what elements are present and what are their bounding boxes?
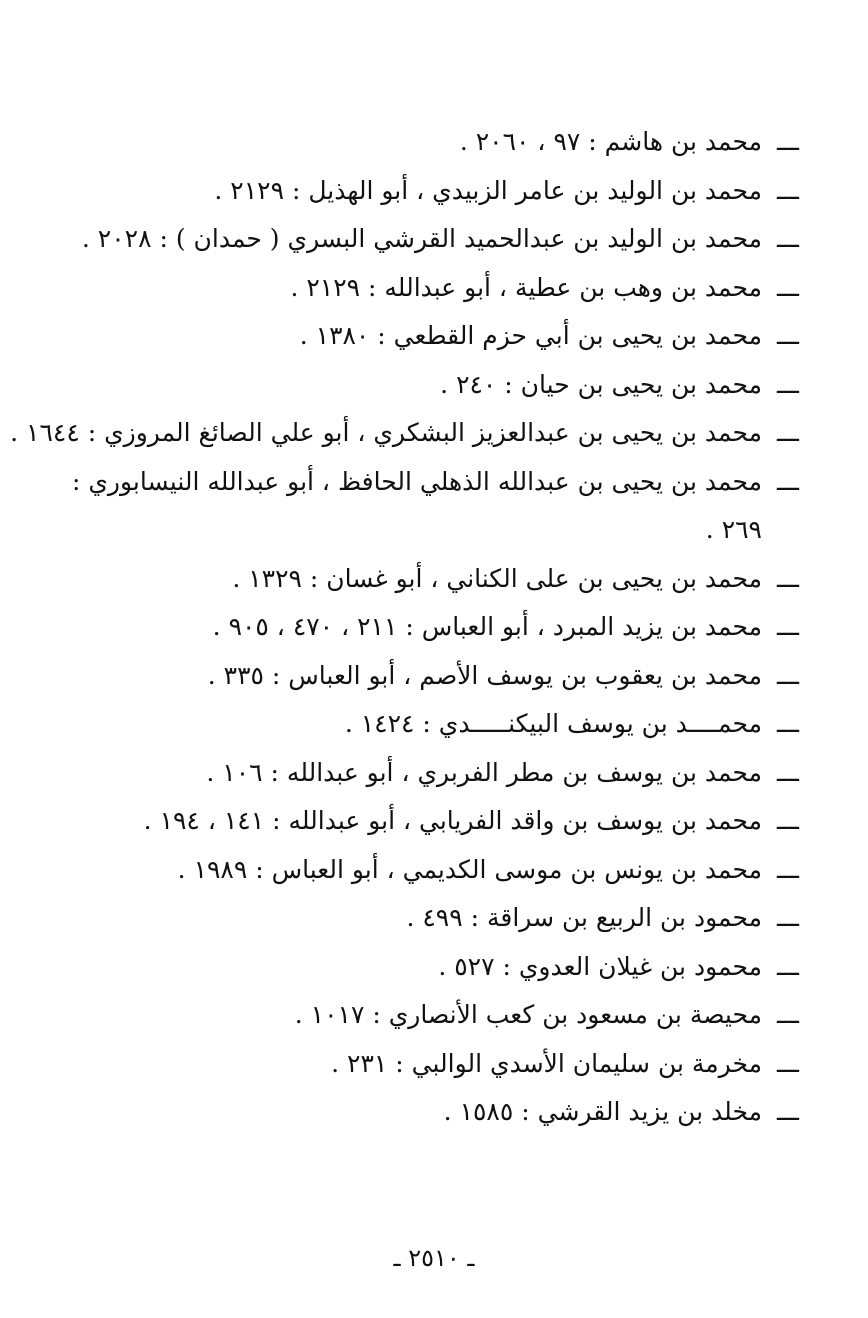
entry-text: محمد بن الوليد بن عامر الزبيدي ، أبو الهذيل : ٢١٢٩ . xyxy=(214,175,762,205)
index-entry xyxy=(42,797,802,846)
index-entry xyxy=(42,312,802,361)
entry-text: محمد بن يوسف بن مطر الفربري ، أبو عبدالله : ١٠٦ . xyxy=(206,757,762,787)
index-entry xyxy=(42,652,802,701)
index-entry xyxy=(42,700,802,749)
entry-dash: ـــ xyxy=(777,951,799,981)
entry-dash: ـــ xyxy=(777,418,799,447)
index-entry xyxy=(42,167,802,216)
index-entry xyxy=(42,361,802,410)
entry-text: محمد بن يحيى بن على الكناني ، أبو غسان : ١٣٢٩ . xyxy=(232,563,762,593)
index-entry-list xyxy=(10,118,802,1137)
index-entry xyxy=(42,943,802,992)
index-entry xyxy=(42,555,802,604)
index-entry xyxy=(42,1088,802,1137)
entry-dash: ـــ xyxy=(777,224,799,253)
entry-dash: ـــ xyxy=(777,709,799,738)
entry-dash: ـــ xyxy=(777,1048,799,1078)
entry-text: محمد بن يحيى بن عبدالله الذهلي الحافظ ، أبو عبدالله النيسابوري : ٢٦٩ . xyxy=(71,466,762,544)
entry-text: محيصة بن مسعود بن كعب الأنصاري : ١٠١٧ . xyxy=(294,1000,762,1029)
entry-text: محمد بن هاشم : ٩٧ ، ٢٠٦٠ . xyxy=(459,127,762,156)
entry-dash: ـــ xyxy=(777,660,799,690)
entry-dash: ـــ xyxy=(777,757,799,787)
entry-dash: ـــ xyxy=(777,903,799,932)
entry-dash: ـــ xyxy=(777,175,799,205)
entry-text: محمد بن يوسف بن واقد الفريابي ، أبو عبدالله : ١٤١ ، ١٩٤ . xyxy=(143,806,762,835)
entry-text: محمد بن يحيى بن حيان : ٢٤٠ . xyxy=(440,369,762,399)
entry-dash: ـــ xyxy=(777,321,799,350)
entry-text: محمد بن وهب بن عطية ، أبو عبدالله : ٢١٢٩ . xyxy=(290,272,762,302)
index-entry xyxy=(42,749,802,798)
index-entry xyxy=(10,409,802,458)
entry-text: محمد بن يونس بن موسى الكديمي ، أبو العباس : ١٩٨٩ . xyxy=(177,854,762,884)
index-entry xyxy=(42,215,802,264)
entry-dash: ـــ xyxy=(777,612,799,641)
entry-dash: ـــ xyxy=(777,563,799,593)
entry-text: محمود بن الربيع بن سراقة : ٤٩٩ . xyxy=(406,903,762,932)
index-entry xyxy=(42,603,802,652)
index-entry xyxy=(42,1040,802,1089)
entry-text: محمد بن الوليد بن عبدالحميد القرشي البسري ( حمدان ) : ٢٠٢٨ . xyxy=(81,224,762,253)
page-number: ـ ٢٥١٠ ـ xyxy=(393,1244,475,1272)
entry-text: محمد بن يحيى بن عبدالعزيز البشكري ، أبو علي الصائغ المروزي : ١٦٤٤ . xyxy=(10,418,762,447)
entry-dash: ـــ xyxy=(777,466,799,496)
entry-text: محمد بن يحيى بن أبي حزم القطعي : ١٣٨٠ . xyxy=(299,321,762,350)
entry-text: محمــــد بن يوسف البيكنـــــدي : ١٤٢٤ . xyxy=(344,709,762,738)
entry-dash: ـــ xyxy=(777,806,799,835)
entry-text: مخلد بن يزيد القرشي : ١٥٨٥ . xyxy=(443,1097,762,1126)
entry-text: محمد بن يزيد المبرد ، أبو العباس : ٢١١ ، ٤٧٠ ، ٩٠٥ . xyxy=(212,612,762,641)
index-entry xyxy=(42,894,802,943)
entry-dash: ـــ xyxy=(777,127,799,156)
index-entry xyxy=(42,991,802,1040)
entry-text: محمود بن غيلان العدوي : ٥٢٧ . xyxy=(438,951,762,981)
entry-dash: ـــ xyxy=(777,1000,799,1029)
index-entry xyxy=(42,264,802,313)
index-entry xyxy=(42,458,802,555)
entry-dash: ـــ xyxy=(777,854,799,884)
entry-dash: ـــ xyxy=(777,272,799,302)
entry-text: مخرمة بن سليمان الأسدي الوالبي : ٢٣١ . xyxy=(331,1048,762,1078)
entry-text: محمد بن يعقوب بن يوسف الأصم ، أبو العباس : ٣٣٥ . xyxy=(207,660,762,690)
entry-dash: ـــ xyxy=(777,1097,799,1126)
entry-dash: ـــ xyxy=(777,369,799,399)
index-entry xyxy=(42,846,802,895)
index-entry xyxy=(42,118,802,167)
